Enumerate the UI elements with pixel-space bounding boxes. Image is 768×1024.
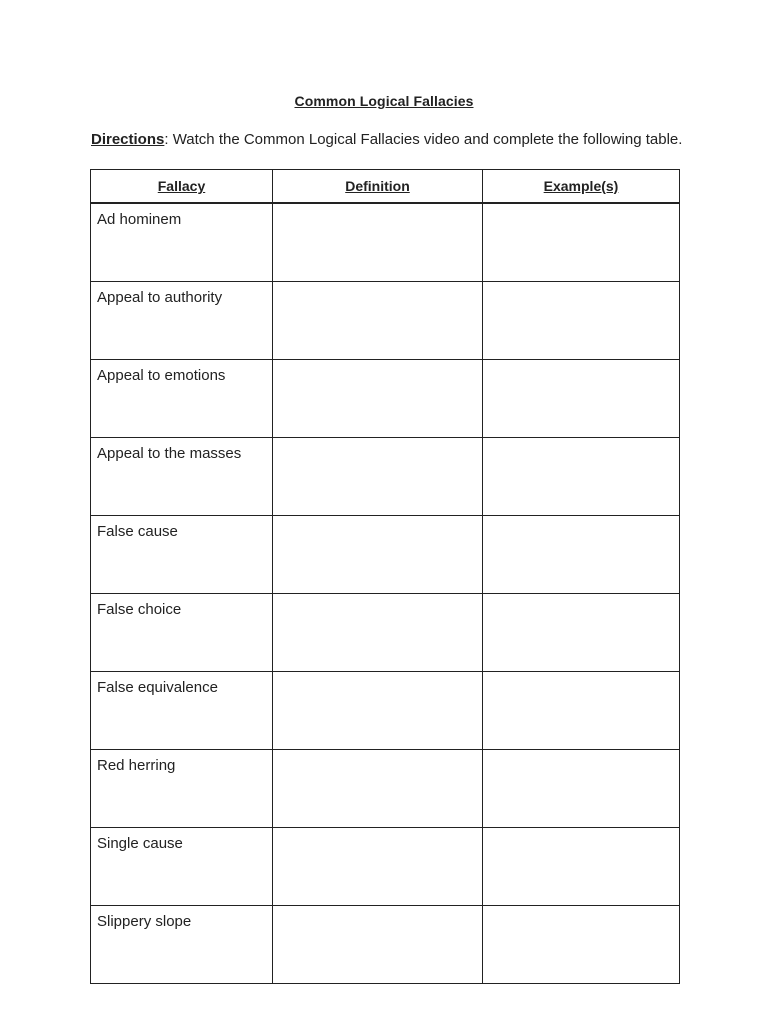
example-cell[interactable]	[483, 750, 680, 828]
table-row	[91, 750, 680, 828]
header-definition: Definition	[273, 170, 483, 204]
definition-cell[interactable]	[273, 828, 483, 906]
example-cell[interactable]	[483, 906, 680, 984]
directions-label: Directions	[91, 131, 165, 148]
definition-cell[interactable]	[273, 282, 483, 360]
definition-cell[interactable]	[273, 750, 483, 828]
definition-cell[interactable]	[273, 203, 483, 282]
table-row	[91, 672, 680, 750]
table-header-row	[91, 170, 680, 204]
table-row	[91, 516, 680, 594]
directions-text: : Watch the Common Logical Fallacies video and complete the following table.	[164, 131, 683, 148]
table-row	[91, 360, 680, 438]
example-cell[interactable]	[483, 516, 680, 594]
example-cell[interactable]	[483, 203, 680, 282]
fallacy-name-cell: Slippery slope	[91, 906, 273, 984]
definition-cell[interactable]	[273, 516, 483, 594]
fallacy-name-cell: Red herring	[91, 750, 273, 828]
definition-cell[interactable]	[273, 594, 483, 672]
fallacy-name-cell: False cause	[91, 516, 273, 594]
table-row	[91, 282, 680, 360]
fallacy-name-cell: False equivalence	[91, 672, 273, 750]
example-cell[interactable]	[483, 360, 680, 438]
definition-cell[interactable]	[273, 360, 483, 438]
table-row	[91, 594, 680, 672]
table-row	[91, 828, 680, 906]
definition-cell[interactable]	[273, 906, 483, 984]
fallacy-name-cell: Single cause	[91, 828, 273, 906]
fallacy-name-cell: Appeal to authority	[91, 282, 273, 360]
example-cell[interactable]	[483, 282, 680, 360]
page-title: Common Logical Fallacies	[294, 93, 474, 109]
definition-cell[interactable]	[273, 438, 483, 516]
fallacy-name-cell: Appeal to emotions	[91, 360, 273, 438]
directions-paragraph	[91, 131, 691, 149]
fallacy-name-cell: Ad hominem	[91, 203, 273, 282]
fallacy-table	[90, 169, 680, 984]
header-fallacy: Fallacy	[91, 170, 273, 204]
example-cell[interactable]	[483, 438, 680, 516]
example-cell[interactable]	[483, 672, 680, 750]
definition-cell[interactable]	[273, 672, 483, 750]
example-cell[interactable]	[483, 828, 680, 906]
table-row	[91, 438, 680, 516]
header-examples: Example(s)	[483, 170, 680, 204]
example-cell[interactable]	[483, 594, 680, 672]
table-row	[91, 906, 680, 984]
fallacy-name-cell: False choice	[91, 594, 273, 672]
fallacy-name-cell: Appeal to the masses	[91, 438, 273, 516]
table-row	[91, 203, 680, 282]
